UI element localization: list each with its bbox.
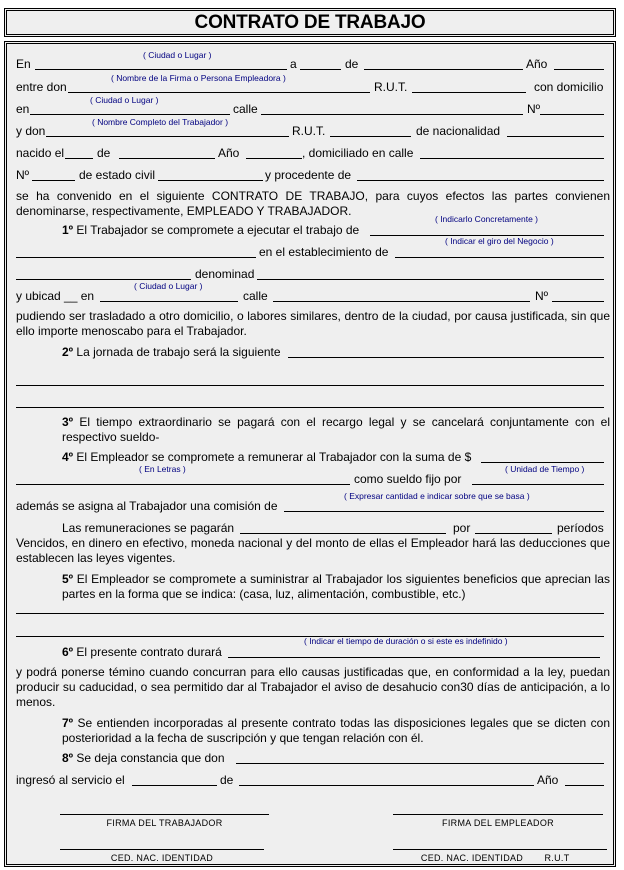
hint-ciudad-lugar-3: ( Ciudad o Lugar ) xyxy=(134,281,203,291)
field-beneficios-line-1[interactable] xyxy=(16,613,604,614)
field-trabajo-cont[interactable] xyxy=(16,257,256,258)
field-suma[interactable] xyxy=(481,462,604,463)
label-a: a xyxy=(290,57,297,71)
field-numero-trabajador[interactable] xyxy=(32,180,75,181)
field-rut-trabajador[interactable] xyxy=(330,136,411,137)
field-numero-empleador[interactable] xyxy=(540,114,604,115)
clause-1-number: 1º xyxy=(62,223,74,237)
field-rut-empleador[interactable] xyxy=(412,92,526,93)
field-unidad-tiempo[interactable] xyxy=(472,484,604,485)
label-en: En xyxy=(16,57,31,71)
field-comision[interactable] xyxy=(284,511,604,512)
label-procedente: y procedente de xyxy=(265,168,352,182)
label-rut: R.U.T. xyxy=(374,80,408,94)
field-nacimiento-dia[interactable] xyxy=(65,158,93,159)
clause-6-number: 6º xyxy=(62,645,74,659)
clause-8-text: Se deja constancia que don xyxy=(76,751,225,765)
label-numero-establecimiento: Nº xyxy=(535,289,549,303)
field-periodo[interactable] xyxy=(475,533,552,534)
field-nombre-empleador[interactable] xyxy=(68,92,370,93)
label-entre-don: entre don xyxy=(16,80,67,94)
label-ubicad: y ubicad __ en xyxy=(16,289,95,303)
label-anio: Año xyxy=(526,57,548,71)
field-jornada[interactable] xyxy=(288,357,604,358)
label-nacido-el: nacido el xyxy=(16,146,65,160)
field-mes[interactable] xyxy=(364,69,523,70)
label-firma-empleador: FIRMA DEL EMPLEADOR xyxy=(442,818,554,828)
label-cedula-trabajador: CED. NAC. IDENTIDAD xyxy=(110,853,214,863)
hint-ciudad-lugar-2: ( Ciudad o Lugar ) xyxy=(90,95,159,105)
hint-tiempo-duracion: ( Indicar el tiempo de duración o si este es indefinido ) xyxy=(304,636,508,646)
field-calle-empleador[interactable] xyxy=(261,114,523,115)
field-nacionalidad[interactable] xyxy=(507,136,604,137)
clause-4-number: 4º xyxy=(62,450,74,464)
label-con-domicilio: con domicilio xyxy=(534,80,604,94)
label-sueldo-fijo: como sueldo fijo por xyxy=(354,472,462,486)
clause-3-number: 3º xyxy=(62,415,74,429)
field-domicilio-trabajador[interactable] xyxy=(420,158,604,159)
clause-8-intro xyxy=(62,751,225,765)
label-remuneraciones: Las remuneraciones se pagarán xyxy=(62,521,235,535)
hint-indicarlo-concretamente: ( Indicarlo Concretamente ) xyxy=(435,214,538,224)
hint-giro-negocio: ( Indicar el giro del Negocio ) xyxy=(445,236,554,246)
field-establecimiento-cont[interactable] xyxy=(16,279,191,280)
label-de: de xyxy=(345,57,359,71)
clause-5-text: El Empleador se compromete a suministrar al Trabajador los siguientes beneficios que aprecian las partes en la forma que se indica: (casa, luz, alimentación, combustible, etc.) xyxy=(62,572,610,601)
clause-1-intro xyxy=(62,223,359,237)
label-nacionalidad: de nacionalidad xyxy=(416,124,501,138)
field-estado-civil[interactable] xyxy=(158,180,263,181)
field-ciudad-empleador[interactable] xyxy=(30,114,230,115)
hint-unidad-tiempo: ( Unidad de Tiempo ) xyxy=(505,464,585,474)
field-duracion[interactable] xyxy=(228,657,600,658)
field-ingreso-anio[interactable] xyxy=(565,785,604,786)
field-dia[interactable] xyxy=(300,69,341,70)
label-numero-2: Nº xyxy=(16,168,30,182)
label-nacido-anio: Año xyxy=(218,146,240,160)
label-denominad: denominad xyxy=(195,267,255,281)
field-establecimiento[interactable] xyxy=(395,257,604,258)
field-nacimiento-mes[interactable] xyxy=(119,158,215,159)
field-nacimiento-anio[interactable] xyxy=(246,158,302,159)
clause-6-text: El presente contrato durará xyxy=(76,645,222,659)
hint-en-letras: ( En Letras ) xyxy=(139,464,186,474)
field-numero-establecimiento[interactable] xyxy=(552,301,604,302)
label-establecimiento: en el establecimiento de xyxy=(259,245,389,259)
label-domiciliado: , domiciliado en calle xyxy=(302,146,414,160)
hint-ciudad-lugar: ( Ciudad o Lugar ) xyxy=(143,50,212,60)
paragraph-convenido: se ha convenido en el siguiente CONTRATO DE TRABAJO, para cuyos efectos las partes convienen denominarse, respectivamente, EMPLEADO Y TRABAJADOR. xyxy=(16,189,610,218)
clause-1-text: El Trabajador se compromete a ejecutar el trabajo de xyxy=(76,223,360,237)
clause-5 xyxy=(16,572,610,602)
label-numero: Nº xyxy=(527,102,541,116)
signature-line-trabajador[interactable] xyxy=(60,814,269,815)
field-ingreso-mes[interactable] xyxy=(239,785,534,786)
hint-expresar-cantidad: ( Expresar cantidad e indicar sobre que se basa ) xyxy=(344,491,530,501)
clause-5-number: 5º xyxy=(62,572,74,586)
paragraph-vencidos: Vencidos, en dinero en efectivo, moneda nacional y del monto de ellas el Empleador hará las deducciones que establecen las leyes vigentes. xyxy=(16,536,610,565)
field-calle-establecimiento[interactable] xyxy=(273,301,530,302)
field-anio[interactable] xyxy=(554,69,604,70)
hint-nombre-trabajador: ( Nombre Completo del Trabajador ) xyxy=(92,117,229,127)
hint-nombre-firma: ( Nombre de la Firma o Persona Empleadora ) xyxy=(111,73,286,83)
title-box xyxy=(4,8,616,37)
field-constancia-don[interactable] xyxy=(236,763,604,764)
field-denominacion[interactable] xyxy=(257,279,604,280)
clause-2-number: 2º xyxy=(62,345,74,359)
field-forma-pago[interactable] xyxy=(240,533,446,534)
field-nombre-trabajador[interactable] xyxy=(46,136,289,137)
field-jornada-line-3[interactable] xyxy=(16,407,604,408)
cedula-line-empleador[interactable] xyxy=(393,849,607,850)
label-calle: calle xyxy=(233,102,258,116)
clause-2-intro xyxy=(62,345,281,359)
clause-2-text: La jornada de trabajo será la siguiente xyxy=(76,345,281,359)
label-y-don: y don xyxy=(16,124,46,138)
clause-3-text: El tiempo extraordinario se pagará con el recargo legal y se cancelará conjuntamente con el respectivo sueldo- xyxy=(62,415,610,444)
clause-6-intro xyxy=(62,645,222,659)
cedula-line-trabajador[interactable] xyxy=(60,849,264,850)
field-jornada-line-2[interactable] xyxy=(16,385,604,386)
paragraph-trasladado: pudiendo ser trasladado a otro domicilio, o labores similares, dentro de la ciudad, por causa justificada, sin que ello importe menoscabo para el Trabajador. xyxy=(16,309,610,338)
label-calle-establecimiento: calle xyxy=(243,289,268,303)
label-en-2: en xyxy=(16,102,30,116)
clause-7-text: Se entienden incorporadas al presente contrato todas las disposiciones legales que se dicten con posterioridad a la fecha de suscripción y que tengan relación con él. xyxy=(62,716,610,745)
label-cedula-empleador: CED. NAC. IDENTIDAD xyxy=(420,853,524,863)
paragraph-termino: y podrá ponerse témino cuando concurran para ello causas justificadas que, en conformidad a la ley, puedan producir su caducidad, o sea permitido dar al Trabajador el aviso de desahucio con30 días de anticipación, a lo menos. xyxy=(16,665,610,709)
label-periodos: períodos xyxy=(557,521,604,535)
label-ingreso-de: de xyxy=(220,773,234,787)
label-rut-trabajador: R.U.T. xyxy=(292,124,326,138)
page-title: CONTRATO DE TRABAJO xyxy=(194,12,426,33)
field-ciudad[interactable] xyxy=(35,69,287,70)
clause-4-text: El Empleador se compromete a remunerar al Trabajador con la suma de $ xyxy=(76,450,472,464)
label-rut-empleador: R.U.T xyxy=(544,853,570,863)
clause-3 xyxy=(16,415,610,445)
label-estado-civil: de estado civil xyxy=(79,168,156,182)
clause-8-number: 8º xyxy=(62,751,74,765)
contract-form xyxy=(4,41,616,867)
label-ingreso-anio: Año xyxy=(537,773,559,787)
label-nacido-de: de xyxy=(97,146,111,160)
label-comision: además se asigna al Trabajador una comisión de xyxy=(16,499,278,513)
label-firma-trabajador: FIRMA DEL TRABAJADOR xyxy=(106,818,223,828)
label-ingreso: ingresó al servicio el xyxy=(16,773,125,787)
clause-7 xyxy=(16,716,610,746)
signature-line-empleador[interactable] xyxy=(393,814,603,815)
field-suma-letras[interactable] xyxy=(16,484,350,485)
clause-7-number: 7º xyxy=(62,716,74,730)
field-ciudad-establecimiento[interactable] xyxy=(100,301,238,302)
label-por: por xyxy=(453,521,471,535)
field-ingreso-dia[interactable] xyxy=(132,785,217,786)
clause-4-intro xyxy=(62,450,471,464)
field-procedente[interactable] xyxy=(357,180,604,181)
